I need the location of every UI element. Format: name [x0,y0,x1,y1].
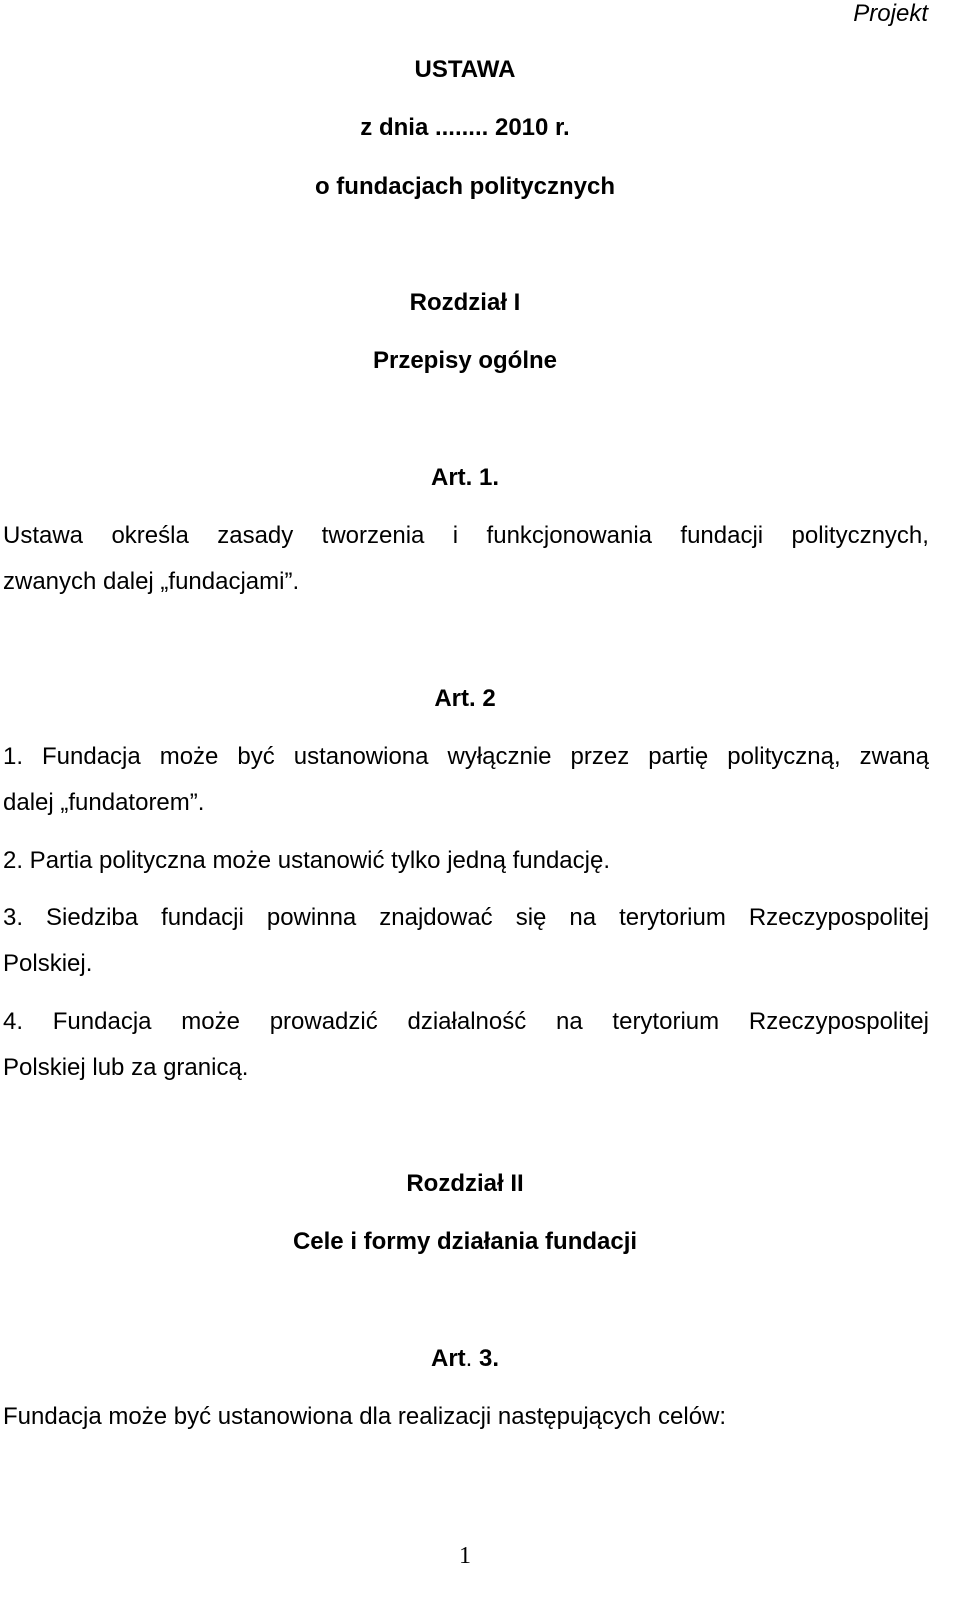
word: ustanowiona [293,743,429,770]
word: przez [570,743,630,770]
act-date: z dnia ........ 2010 r. [360,114,570,141]
word: tworzenia [321,522,425,549]
article-1-line-1 [3,522,929,550]
chapter-2-label: Rozdział II [406,1170,524,1197]
chapter-1-label: Rozdział I [409,289,521,316]
act-subject: o fundacjach politycznych [314,173,616,200]
word: i [452,522,459,549]
word: fundacji [161,904,244,931]
word: działalność [407,1008,527,1035]
word: znajdować [379,904,493,931]
article-2-paragraph-1-line-2: dalej „fundatorem”. [3,789,205,816]
article-1-line-2: zwanych dalej „fundacjami”. [3,568,300,595]
word: może [159,743,219,770]
article-3-heading-number: 3. [472,1345,500,1372]
word: polityczną, [727,743,841,770]
word: zwaną [859,743,929,770]
word: terytorium [612,1008,720,1035]
word: terytorium [619,904,726,931]
page-number: 1 [459,1543,471,1569]
word: prowadzić [269,1008,378,1035]
article-1-heading: Art. 1. [430,464,499,491]
word: Siedziba [46,904,139,931]
article-3-heading-abbr: Art [430,1345,466,1372]
article-3-heading-dot: . [465,1345,473,1372]
chapter-1-title: Przepisy ogólne [372,347,558,374]
article-2-paragraph-1-line-1 [3,743,929,771]
word: powinna [266,904,357,931]
word: Rzeczypospolitej [748,904,929,931]
word: Ustawa [3,522,84,549]
article-2-heading: Art. 2 [434,685,496,712]
word: Fundacja [52,1008,152,1035]
chapter-2-title: Cele i formy działania fundacji [292,1228,638,1255]
word: 1. [3,743,24,770]
word: zasady [217,522,294,549]
word: określa [111,522,189,549]
word: Fundacja [42,743,141,770]
word: 3. [3,904,24,931]
word: Rzeczypospolitej [748,1008,929,1035]
word: politycznych, [791,522,929,549]
word: funkcjonowania [486,522,652,549]
word: fundacji [680,522,764,549]
word: być [237,743,275,770]
word: może [181,1008,240,1035]
word: na [569,904,597,931]
draft-marker: Projekt [853,0,928,27]
word: partię [648,743,709,770]
article-3-intro: Fundacja może być ustanowiona dla realizacji następujących celów: [3,1403,727,1430]
word: 4. [3,1008,24,1035]
article-2-paragraph-4-line-1 [3,1008,929,1036]
article-2-paragraph-2: 2. Partia polityczna może ustanowić tylko jedną fundację. [3,847,610,874]
word: się [515,904,547,931]
article-3-heading [0,1345,930,1373]
act-title: USTAWA [414,56,516,83]
article-2-paragraph-4-line-2: Polskiej lub za granicą. [3,1054,249,1081]
article-2-paragraph-3-line-2: Polskiej. [3,950,93,977]
word: na [555,1008,583,1035]
article-2-paragraph-3-line-1 [3,904,929,932]
word: wyłącznie [447,743,552,770]
